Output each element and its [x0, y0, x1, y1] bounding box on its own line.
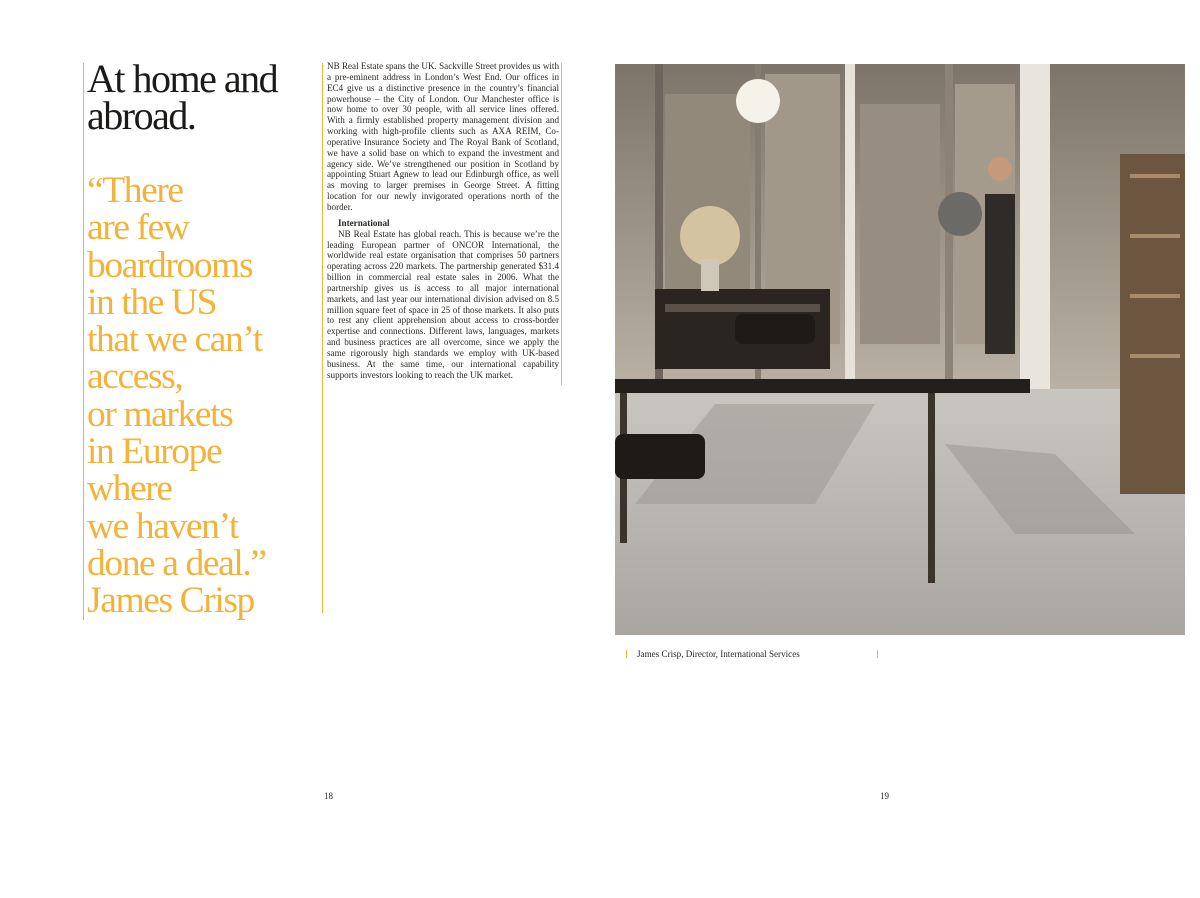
- quote-line: done a deal.”: [87, 542, 266, 584]
- quote-line: where: [87, 468, 172, 510]
- quote-line: “There: [87, 170, 183, 211]
- page-number-left: 18: [324, 791, 333, 801]
- office-photo: [615, 64, 1185, 635]
- quote-line: access,: [87, 356, 183, 398]
- quote-line: in the US: [87, 281, 217, 323]
- body-paragraph: NB Real Estate spans the UK. Sackville Street provides us with a pre-eminent address in London’s West End. Our offices in EC4 give us a distinctive presence in the country’s financial powerhouse – the City of London. Our Manchester office is now home to over 30 people, with all service lines offered. With a firmly established property management division and working with high-profile clients such as AXA REIM, Co-operative Insurance Society and The Royal Bank of Scotland, we have a solid base on which to expand the investment and agency side. We’ve strengthened our position in Scotland by appointing Stuart Agnew to lead our Edinburgh office, as well as moving to larger premises in George Street. A fitting location for our newly invigorated operations north of the border.: [327, 61, 559, 212]
- quote-line: boardrooms: [87, 244, 253, 286]
- heading-rule: [83, 63, 84, 620]
- section-subheading: International: [338, 217, 390, 228]
- pull-quote: [87, 172, 266, 620]
- caption-rule-left: [626, 650, 627, 658]
- quote-line: James Crisp: [87, 580, 254, 622]
- page-heading: [87, 56, 287, 138]
- caption-rule-right: [877, 650, 878, 658]
- page-number-right: 19: [880, 791, 889, 801]
- quote-line: we haven’t: [87, 505, 238, 547]
- body-text: [327, 61, 559, 380]
- quote-line: are few: [87, 207, 189, 249]
- heading-text: At home and abroad.: [87, 56, 278, 138]
- quote-line: in Europe: [87, 431, 222, 473]
- quote-line: or markets: [87, 393, 233, 435]
- column-rule-right: [561, 63, 562, 385]
- quote-line: that we can’t: [87, 319, 262, 361]
- column-rule-left: [322, 63, 323, 613]
- photo-caption: James Crisp, Director, International Services: [637, 649, 800, 659]
- body-paragraph: NB Real Estate has global reach. This is because we’re the leading European partner of ONCOR International, the worldwide real estate organisation that comprises 50 partners operating across 220 markets. The partnership generated $31.4 billion in commercial real estate sales in 2006. What the partnership gives us is access to all major international markets, and last year our international division advised on 8.5 million square feet of space in 25 of those markets. It also puts to rest any client apprehension about access to cross-border expertise and connections. Different laws, languages, markets and business practices are all overcome, since we apply the same rigorously high standards we employ with UK-based business. At the same time, our international capability supports investors looking to reach the UK market.: [327, 228, 559, 380]
